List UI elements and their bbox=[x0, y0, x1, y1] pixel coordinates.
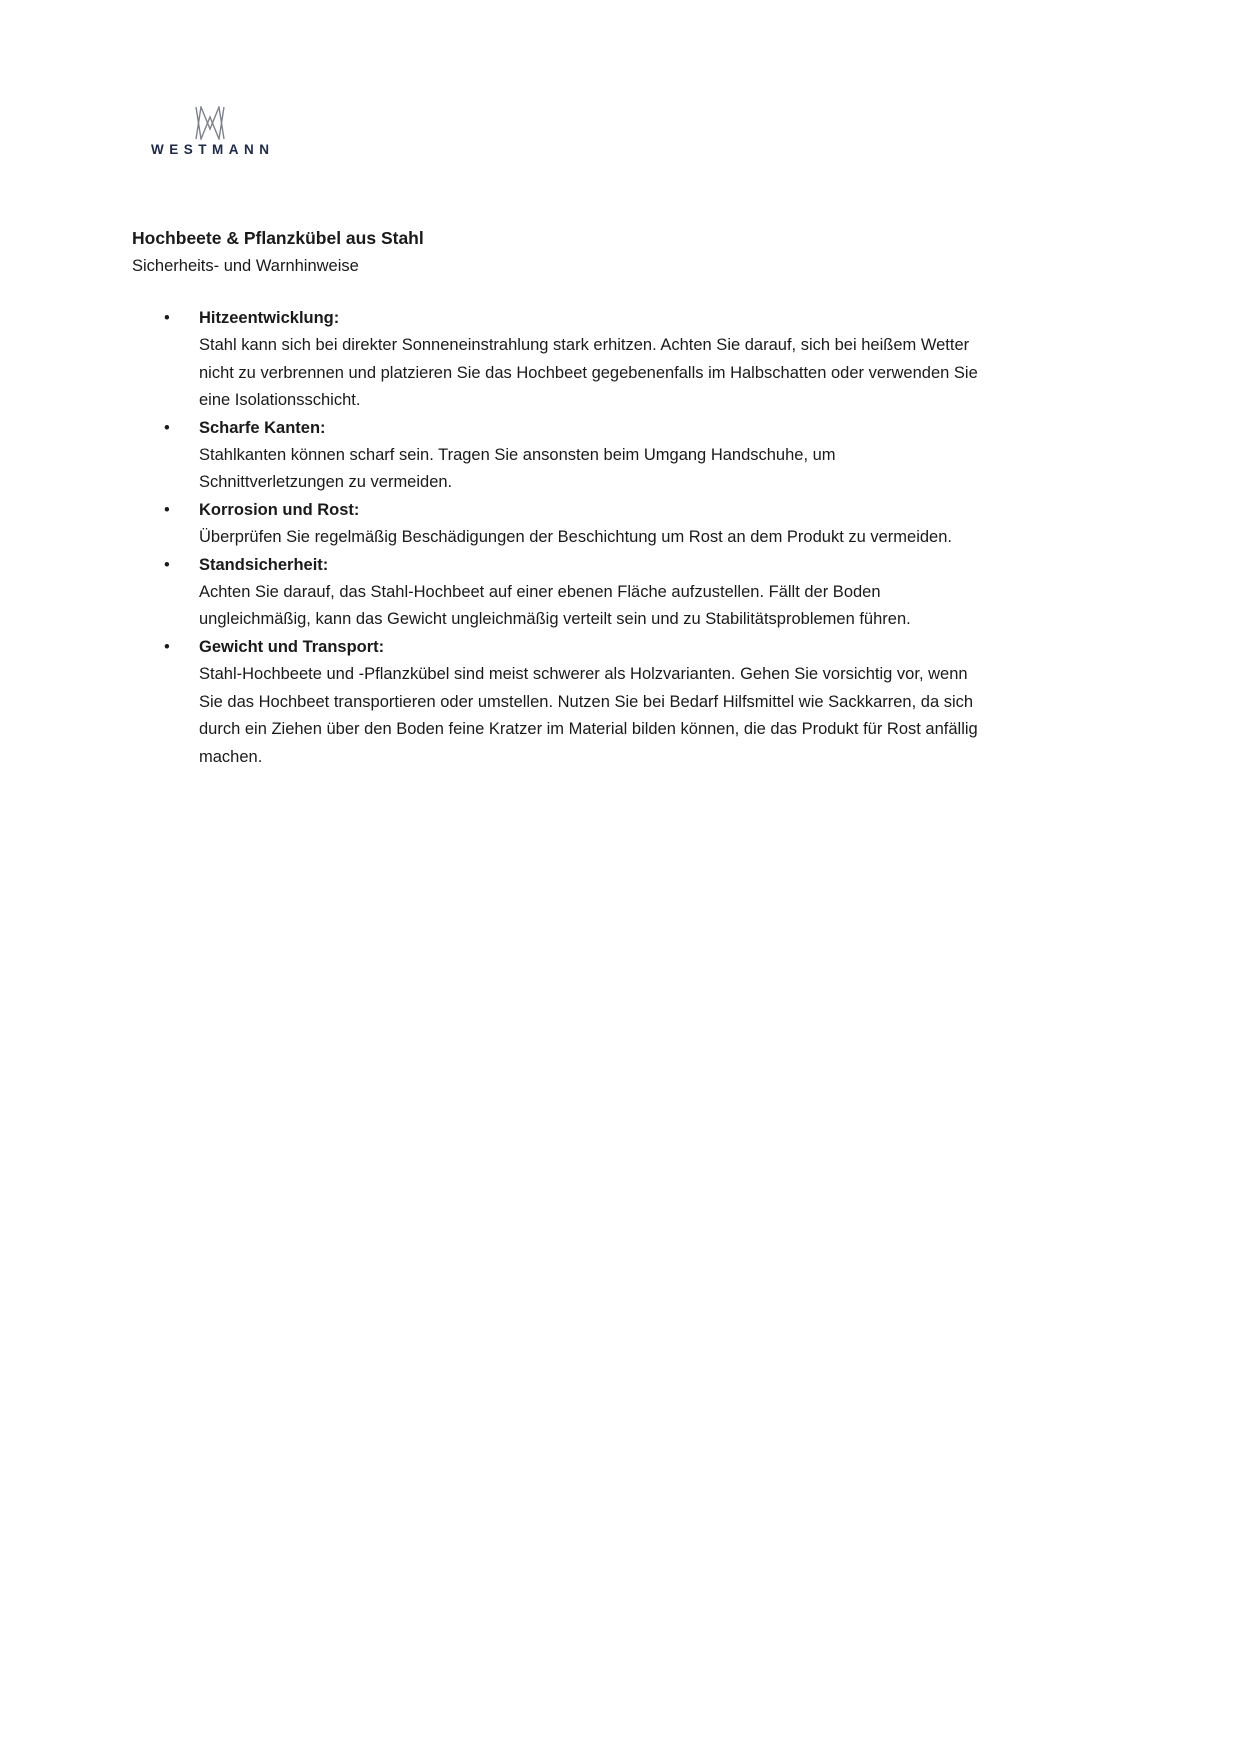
page-title: Hochbeete & Pflanzkübel aus Stahl bbox=[132, 228, 424, 248]
bullet-icon: • bbox=[164, 500, 170, 519]
document-content bbox=[132, 224, 992, 771]
westmann-logo bbox=[135, 106, 285, 157]
page-subtitle: Sicherheits- und Warnhinweise bbox=[132, 257, 359, 275]
warning-list-item bbox=[132, 634, 978, 771]
warning-list-item bbox=[132, 305, 978, 415]
bullet-icon: • bbox=[164, 418, 170, 437]
warning-list-item bbox=[132, 415, 978, 497]
warning-item-body: Achten Sie darauf, das Stahl-Hochbeet auf einer ebenen Fläche aufzustellen. Fällt der Boden ungleichmäßig, kann das Gewicht ungleichmäßig verteilt sein und zu Stabilitätsproblemen führen. bbox=[199, 583, 911, 629]
warning-list-item bbox=[132, 497, 978, 552]
bullet-icon: • bbox=[164, 637, 170, 656]
brand-wordmark: WESTMANN bbox=[151, 142, 275, 157]
warning-item-body: Stahlkanten können scharf sein. Tragen Sie ansonsten beim Umgang Handschuhe, um Schnittverletzungen zu vermeiden. bbox=[199, 446, 836, 492]
wm-monogram-icon bbox=[190, 106, 230, 140]
warning-item-heading: Gewicht und Transport: bbox=[199, 637, 385, 656]
warning-list-item bbox=[132, 552, 978, 634]
warning-item-heading: Standsicherheit: bbox=[199, 555, 329, 574]
warning-item-body: Überprüfen Sie regelmäßig Beschädigungen der Beschichtung um Rost an dem Produkt zu vermeiden. bbox=[199, 528, 952, 547]
warning-list bbox=[132, 305, 992, 771]
warning-item-heading: Korrosion und Rost: bbox=[199, 500, 360, 519]
warning-item-heading: Scharfe Kanten: bbox=[199, 418, 326, 437]
warning-item-body: Stahl-Hochbeete und -Pflanzkübel sind meist schwerer als Holzvarianten. Gehen Sie vorsichtig vor, wenn Sie das Hochbeet transportieren oder umstellen. Nutzen Sie bei Bedarf Hilfsmittel wie Sackkarren, da sich durch ein Ziehen über den Boden feine Kratzer im Material bilden können, die das Produkt für Rost anfällig machen. bbox=[199, 665, 978, 766]
warning-item-body: Stahl kann sich bei direkter Sonneneinstrahlung stark erhitzen. Achten Sie darauf, sich bei heißem Wetter nicht zu verbrennen und platzieren Sie das Hochbeet gegebenenfalls im Halbschatten oder verwenden Sie eine Isolationsschicht. bbox=[199, 336, 978, 410]
warning-item-heading: Hitzeentwicklung: bbox=[199, 309, 340, 327]
bullet-icon: • bbox=[164, 555, 170, 574]
bullet-icon: • bbox=[164, 309, 170, 327]
